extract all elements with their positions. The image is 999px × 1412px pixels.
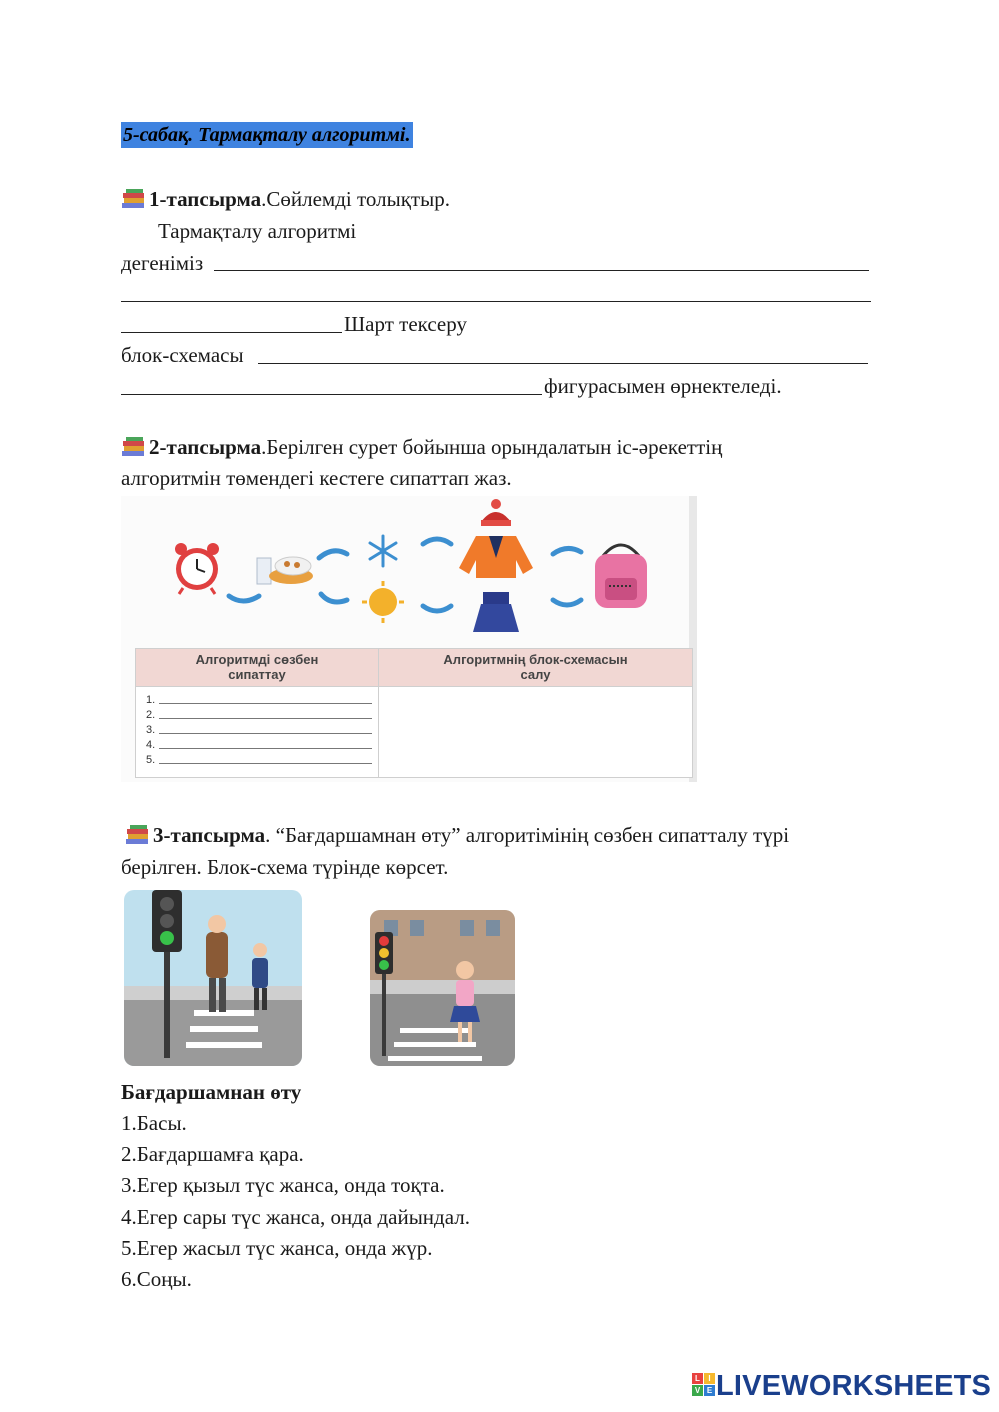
answer-line-4[interactable] <box>258 363 868 364</box>
table-header-verbal: Алгоритмді сөзбен сипаттау <box>136 649 379 687</box>
task1-heading <box>121 186 450 212</box>
algorithm-step: 5.Егер жасыл түс жанса, онда жүр. <box>121 1236 433 1260</box>
books-icon <box>121 436 147 458</box>
backpack-icon <box>595 545 647 608</box>
task3-heading <box>125 822 789 848</box>
table-row: 2. <box>146 706 372 721</box>
algorithm-step: 4.Егер сары түс жанса, онда дайындал. <box>121 1205 470 1229</box>
algorithm-table <box>135 648 693 778</box>
alarm-clock-icon <box>175 543 219 594</box>
task2-heading <box>121 434 722 460</box>
adult-figure <box>206 932 228 978</box>
algorithm-heading: Бағдаршамнан өту <box>121 1080 302 1104</box>
liveworksheets-brand[interactable]: LIVEWORKSHEETS <box>716 1370 992 1402</box>
skirt-icon <box>473 592 519 632</box>
answer-line-2[interactable] <box>121 301 871 302</box>
task2-label: 2-тапсырма <box>149 435 262 459</box>
task1-line4: Шарт тексеру <box>344 312 467 336</box>
answer-line-3[interactable] <box>121 332 342 333</box>
task2-text-1: .Берілген сурет бойынша орындалатын іс-әрекеттің <box>261 435 723 459</box>
jacket-icon <box>459 536 533 578</box>
task1-line1: Тармақталу алгоритмі <box>158 219 357 243</box>
child-figure <box>252 958 268 988</box>
table-row: 5. <box>146 751 372 766</box>
task1-line6: фигурасымен өрнектеледі. <box>544 374 782 398</box>
table-row: 3. <box>146 721 372 736</box>
task2-picture <box>121 496 697 782</box>
breakfast-icon <box>257 557 313 584</box>
task3-text-1: . “Бағдаршамнан өту” алгоритімінің сөзбен сипатталу түрі <box>265 823 790 847</box>
books-icon <box>121 188 147 210</box>
table-row: 4. <box>146 736 372 751</box>
table-row-list <box>146 691 372 766</box>
task1-label: 1-тапсырма <box>149 187 262 211</box>
task3-text-2: берілген. Блок-схема түрінде көрсет. <box>121 855 449 879</box>
snowflake-icon <box>370 536 396 566</box>
page-title: 5-сабақ. Тармақталу алгоритмі. <box>123 124 411 146</box>
task1-text: .Сөйлемді толықтыр. <box>261 187 450 211</box>
task1-line5: блок-схемасы <box>121 343 244 367</box>
algorithm-step: 1.Басы. <box>121 1111 187 1135</box>
table-header-flowchart: Алгоритмнің блок-схемасын салу <box>379 649 692 687</box>
liveworksheets-logo-icon: L I V E <box>692 1373 715 1396</box>
girl-figure <box>456 980 474 1006</box>
crossing-picture-2 <box>370 910 515 1066</box>
task2-text-2: алгоритмін төмендегі кестеге сипаттап жаз. <box>121 466 512 490</box>
books-icon <box>125 824 151 846</box>
algorithm-step: 3.Егер қызыл түс жанса, онда тоқта. <box>121 1173 445 1197</box>
task1-line2: дегеніміз <box>121 251 204 275</box>
morning-routine-illustration <box>121 496 697 646</box>
crossing-picture-1 <box>124 890 302 1066</box>
answer-line-1[interactable] <box>214 270 869 271</box>
answer-line-5[interactable] <box>121 394 542 395</box>
hat-icon <box>481 499 511 526</box>
algorithm-step: 2.Бағдаршамға қара. <box>121 1142 304 1166</box>
algorithm-step: 6.Соңы. <box>121 1267 192 1291</box>
table-row: 1. <box>146 691 372 706</box>
sun-icon <box>362 581 404 623</box>
task3-label: 3-тапсырма <box>153 823 266 847</box>
